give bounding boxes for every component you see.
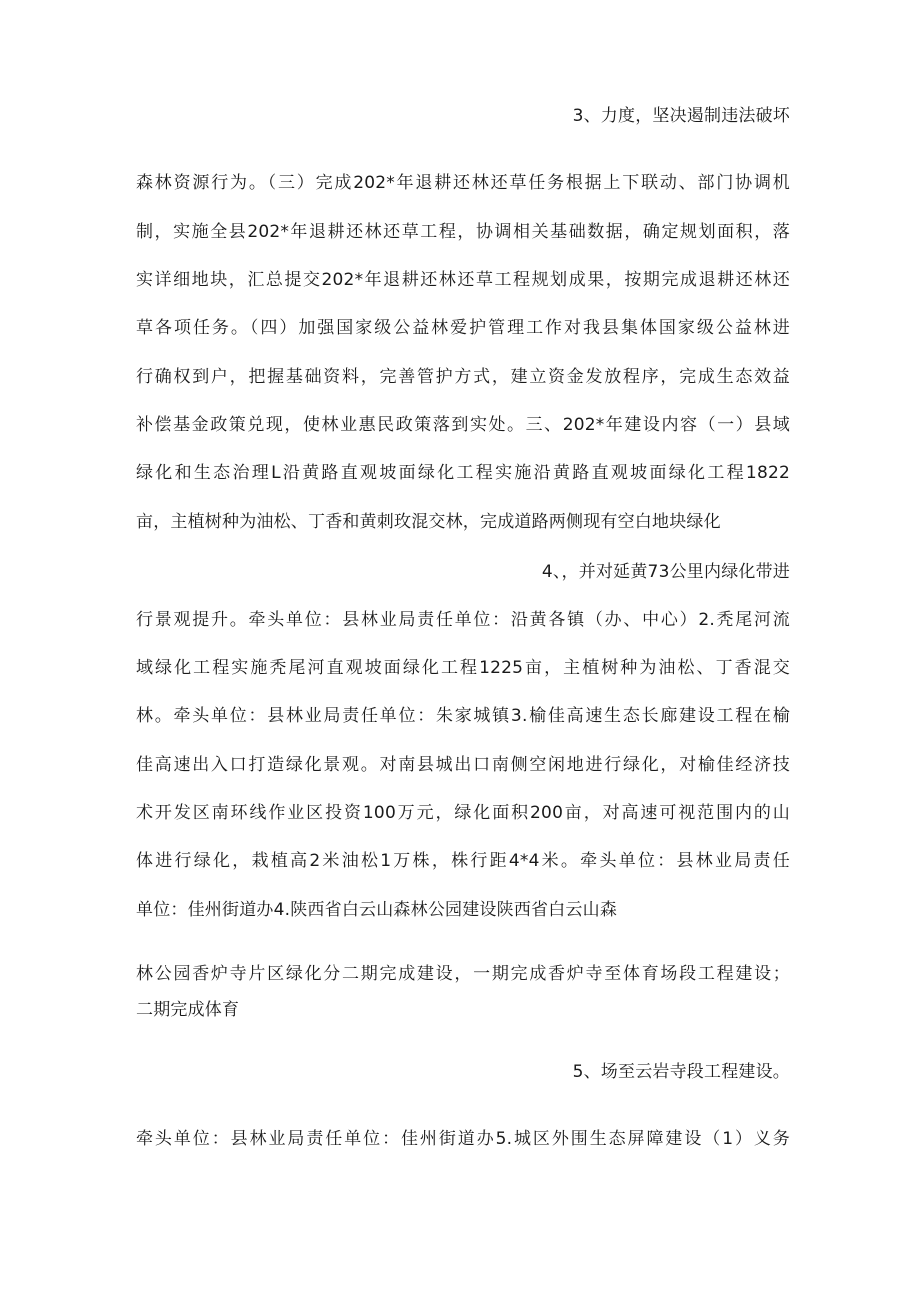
text-line: 行景观提升。牵头单位：县林业局责任单位：沿黄各镇（办、中心）2.秃尾河流 xyxy=(136,610,790,630)
text-line: 制，实施全县202*年退耕还林还草工程，协调相关基础数据，确定规划面积，落 xyxy=(136,222,790,242)
text-line: 补偿基金政策兑现，使林业惠民政策落到实处。三、202*年建设内容（一）县域 xyxy=(136,415,790,435)
text-line: 实详细地块，汇总提交202*年退耕还林还草工程规划成果，按期完成退耕还林还 xyxy=(136,270,790,290)
text-line: 草各项任务。（四）加强国家级公益林爱护管理工作对我县集体国家级公益林进 xyxy=(136,318,790,338)
text-line: 3、力度，坚决遏制违法破坏 xyxy=(572,106,790,126)
text-line: 二期完成体育 xyxy=(136,1000,240,1020)
text-line: 森林资源行为。（三）完成202*年退耕还林还草任务根据上下联动、部门协调机 xyxy=(136,173,790,193)
text-line: 域绿化工程实施秃尾河直观坡面绿化工程1225亩，主植树种为油松、丁香混交 xyxy=(136,658,790,678)
text-line: 5、场至云岩寺段工程建设。 xyxy=(572,1062,790,1082)
text-line: 林。牵头单位：县林业局责任单位：朱家城镇3.榆佳高速生态长廊建设工程在榆 xyxy=(136,706,790,726)
text-line: 4、，并对延黄73公里内绿化带进 xyxy=(541,562,790,582)
text-line: 佳高速出入口打造绿化景观。对南县城出口南侧空闲地进行绿化，对榆佳经济技 xyxy=(136,755,790,775)
text-line: 行确权到户，把握基础资料，完善管护方式，建立资金发放程序，完成生态效益 xyxy=(136,367,790,387)
text-line: 术开发区南环线作业区投资100万元，绿化面积200亩，对高速可视范围内的山 xyxy=(136,803,790,823)
text-line: 绿化和生态治理L沿黄路直观坡面绿化工程实施沿黄路直观坡面绿化工程1822 xyxy=(136,463,790,483)
text-line: 亩，主植树种为油松、丁香和黄刺玫混交林，完成道路两侧现有空白地块绿化 xyxy=(136,512,721,532)
text-line: 牵头单位：县林业局责任单位：佳州街道办5.城区外围生态屏障建设（1）义务 xyxy=(136,1129,790,1149)
text-line: 体进行绿化，栽植高2米油松1万株，株行距4*4米。牵头单位：县林业局责任 xyxy=(136,851,790,871)
text-line: 林公园香炉寺片区绿化分二期完成建设，一期完成香炉寺至体育场段工程建设； xyxy=(136,964,790,984)
text-line: 单位：佳州街道办4.陕西省白云山森林公园建设陕西省白云山森 xyxy=(136,900,618,920)
